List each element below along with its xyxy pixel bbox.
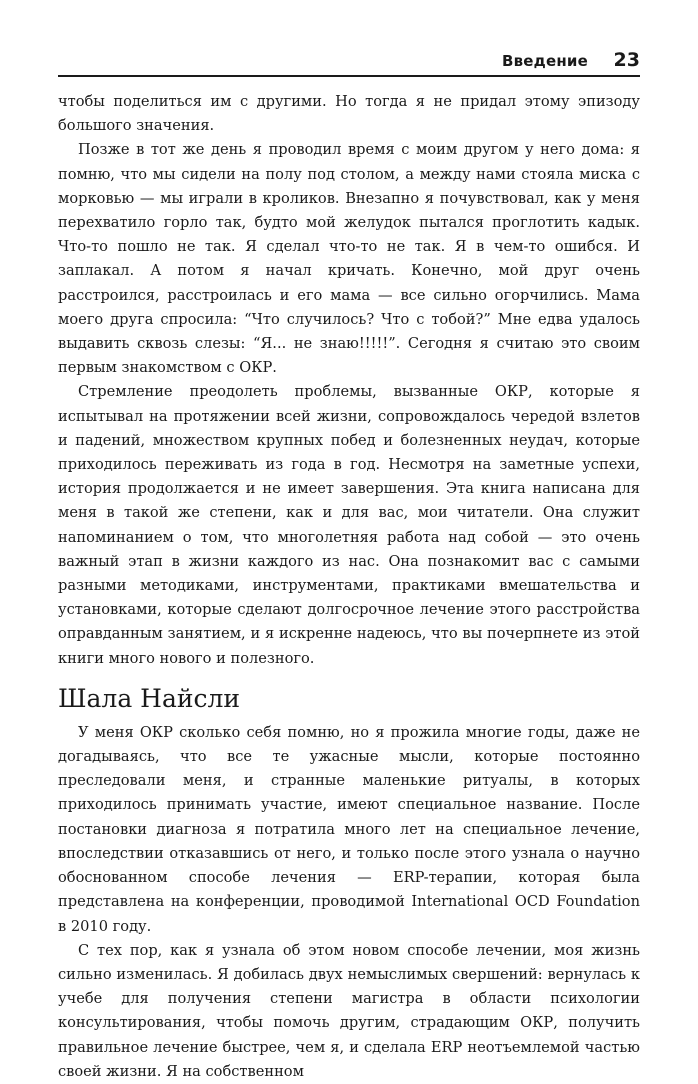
paragraph: С тех пор, как я узнала об этом новом способе лечении, моя жизнь сильно изменилась. Я добилась двух немыслимых свершений: вернулась к учебе для получения степени магистра в области психологии консультирования, чтобы помочь другим, страдающим ОКР, получить правильное лечение быстрее, чем я, и сделала ERP неотъемлемой частью своей жизни. Я на собственном — [58, 941, 640, 1080]
paragraph-continuation: чтобы поделиться им с другими. Но тогда я не придал этому эпизоду большого значения. — [58, 93, 640, 135]
running-header-section-title: Введение — [501, 52, 588, 70]
page-body — [58, 90, 640, 1084]
paragraph: Стремление преодолеть проблемы, вызванные ОКР, которые я испытывал на протяжении всей жизни, сопровождалось чередой взлетов и падений, множеством крупных побед и болезненных неудач, которые приходилось переживать из года в год. Несмотря на заметные успехи, история продолжается и не имеет завершения. Эта книга написана для меня в такой же степени, как и для вас, мои читатели. Она служит напоминанием о том, что многолетняя работа над собой — это очень важный этап в жизни каждого из нас. Она познакомит вас с самыми разными методиками, инструментами, практиками вмешательства и установками, которые сделают долгосрочное лечение этого расстройства оправданным занятием, и я искренне надеюсь, что вы почерпнете из этой книги много нового и полезного. — [58, 383, 640, 667]
paragraph: У меня ОКР сколько себя помню, но я прожила многие годы, даже не догадываясь, что все те ужасные мысли, которые постоянно преследовали меня, и странные маленькие ритуалы, в которых приходилось принимать участие, имеют специальное название. После постановки диагноза я потратила много лет на специальное лечение, впоследствии отказавшись от него, и только после этого узнала о научно обоснованном способе лечения — ERP-терапии, которая была представлена на конференции, проводимой International OCD Foundation в 2010 году. — [58, 723, 640, 935]
header-rule — [58, 75, 640, 77]
section-heading: Шала Найсли — [58, 683, 241, 713]
paragraph: Позже в тот же день я проводил время с моим другом у него дома: я помню, что мы сидели на полу под столом, а между нами стояла миска с морковью — мы играли в кроликов. Внезапно я почувствовал, как у меня перехватило горло так, будто мой желудок пытался проглотить кадык. Что-то пошло не так. Я сделал что-то не так. Я в чем-то ошибся. И заплакал. А потом я начал кричать. Конечно, мой друг очень расстроился, расстроилась и его мама — все сильно огорчились. Мама моего друга спросила: “Что случилось? Что с тобой?” Мне едва удалось выдавить сквозь слезы: “Я... не знаю!!!!!”. Сегодня я считаю это своим первым знакомством с ОКР. — [58, 141, 640, 377]
page-number: 23 — [613, 49, 640, 71]
running-header — [58, 50, 640, 76]
